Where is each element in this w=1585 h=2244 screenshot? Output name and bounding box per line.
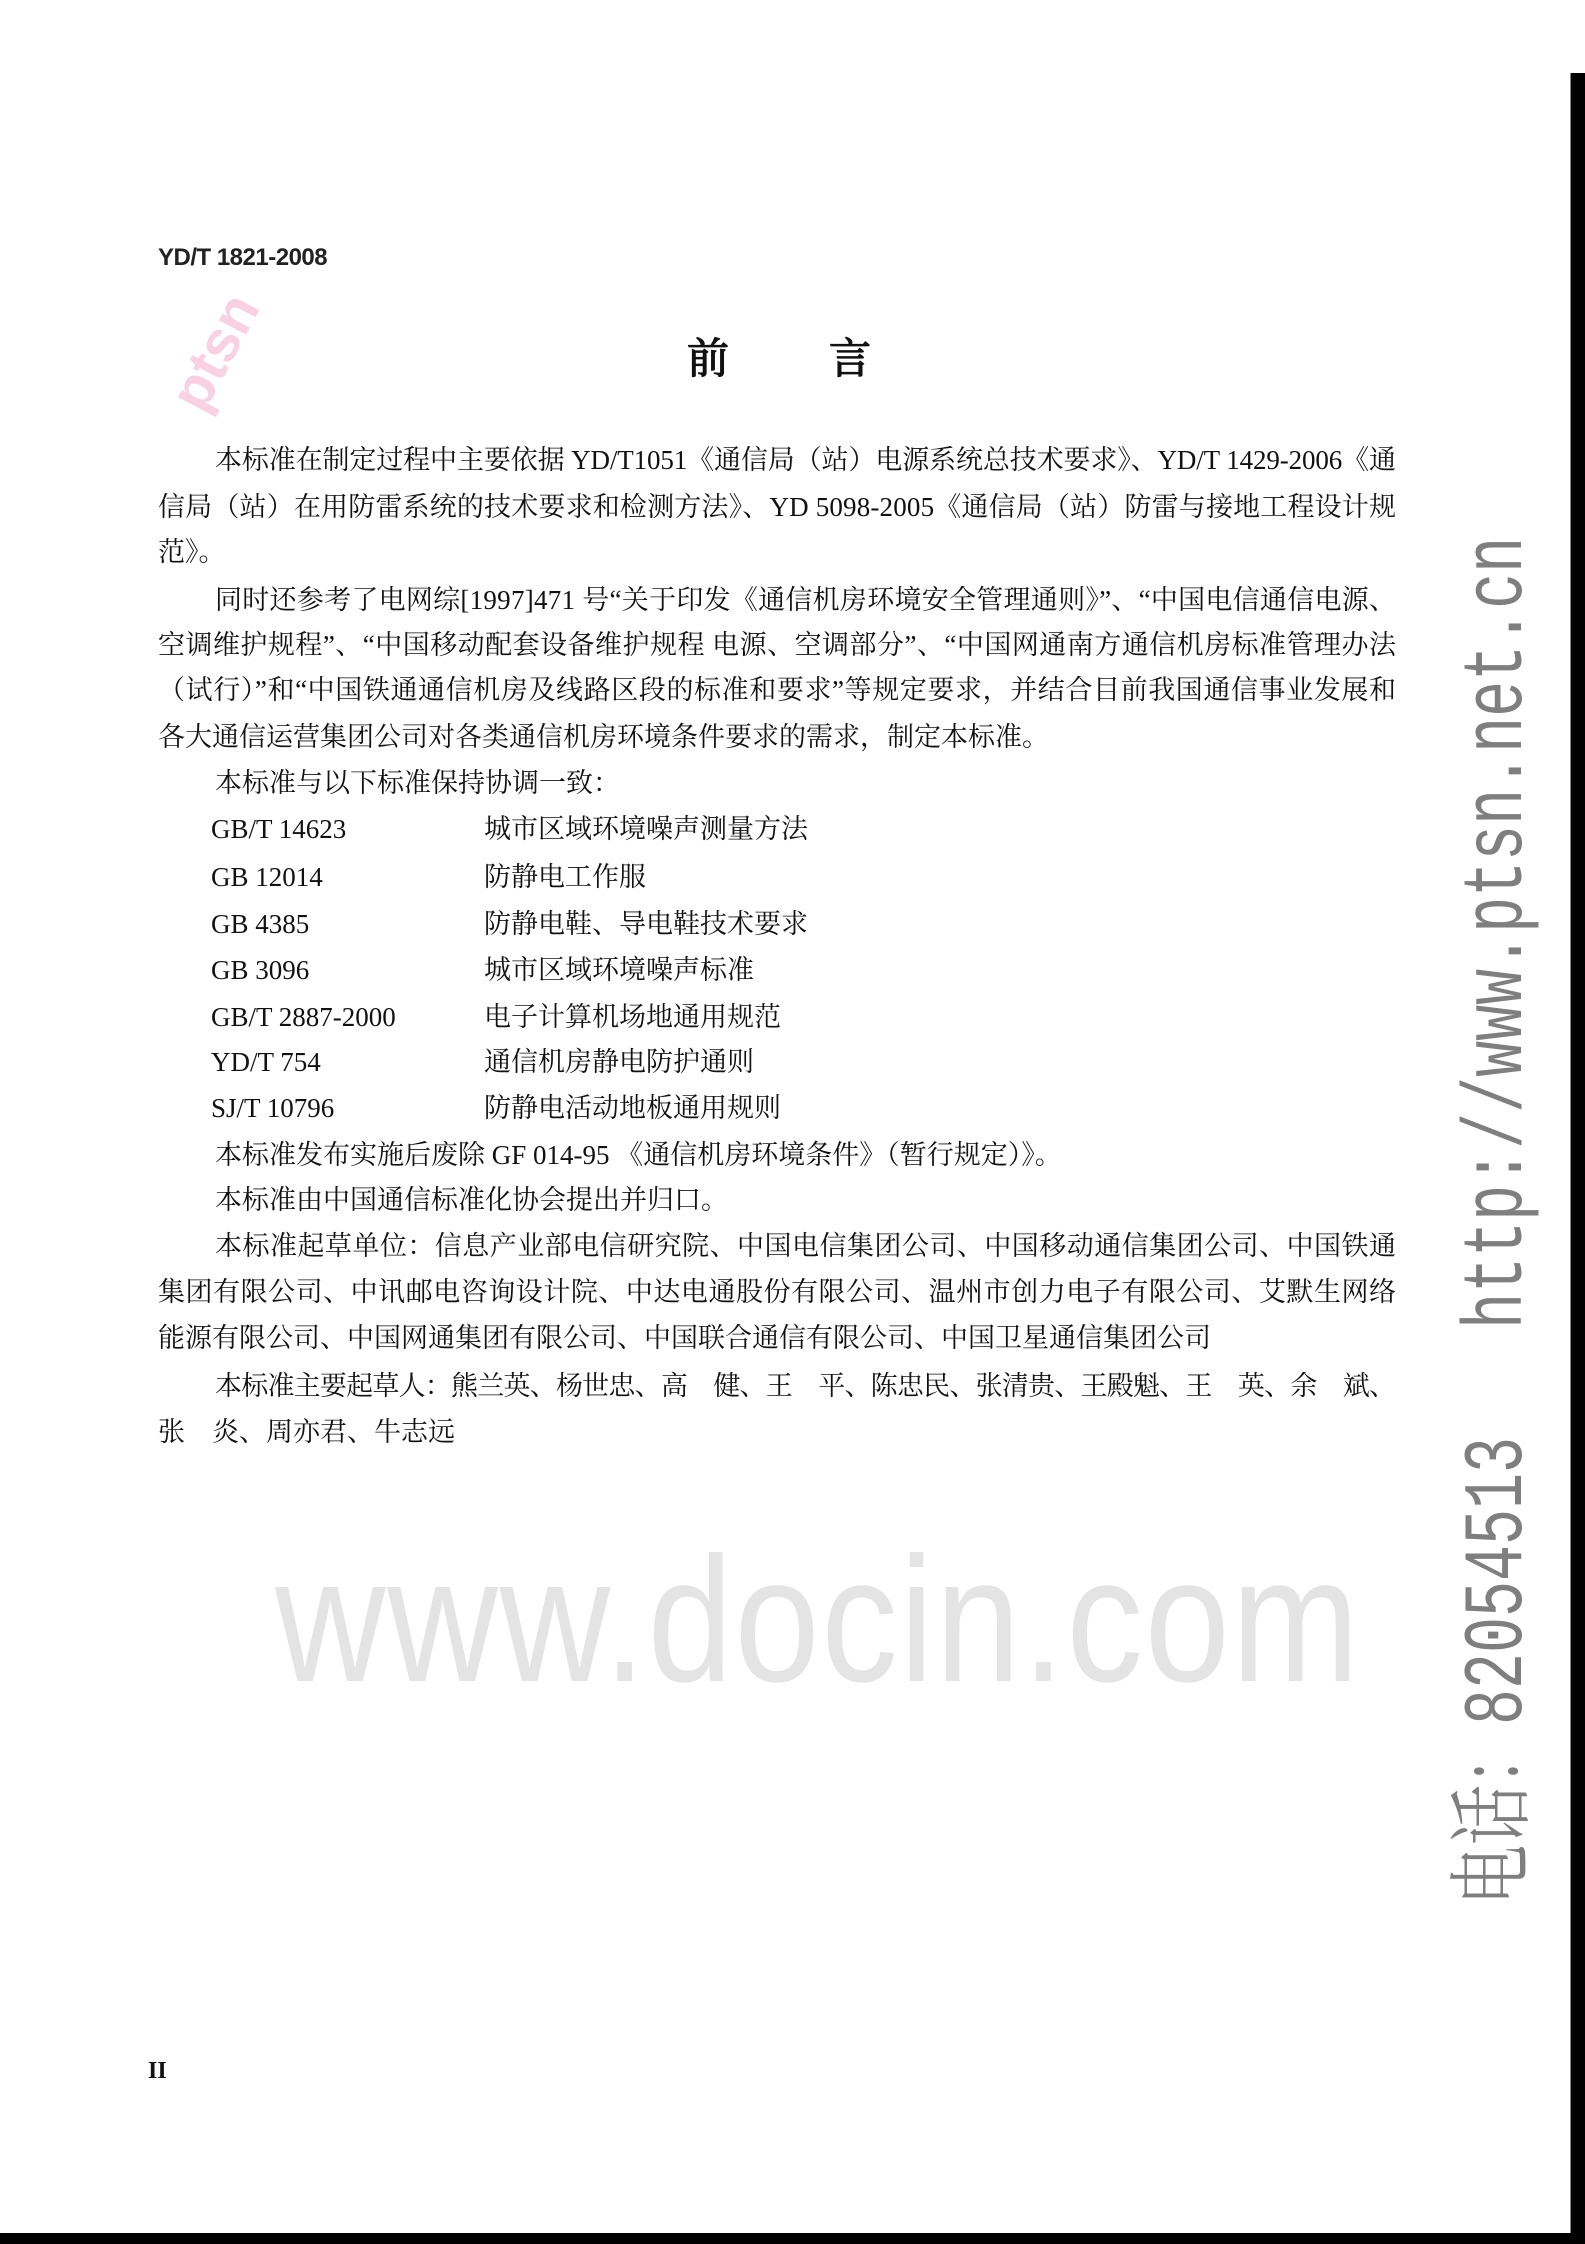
standard-code: SJ/T 10796 (211, 1093, 335, 1123)
standard-code-header: YD/T 1821-2008 (158, 244, 328, 271)
paragraph-line: 集团有限公司、中讯邮电咨询设计院、中达电通股份有限公司、温州市创力电子有限公司、艾默生网络 (158, 1277, 1397, 1307)
standard-code: GB 4385 (211, 909, 310, 939)
standard-code: GB/T 2887-2000 (211, 1002, 396, 1032)
paragraph-line: 本标准发布实施后废除 GF 014-95 《通信机房环境条件》（暂行规定）》。 (215, 1140, 1062, 1170)
paragraph-line: 信局（站）在用防雷系统的技术要求和检测方法》、YD 5098-2005《通信局（站）防雷与接地工程设计规 (158, 492, 1397, 522)
standard-name: 城市区域环境噪声标准 (484, 955, 754, 985)
page-title-char-2: 言 (828, 337, 871, 383)
standard-name: 防静电工作服 (484, 862, 646, 892)
standard-code: YD/T 754 (211, 1047, 321, 1077)
standard-code: GB 12014 (211, 862, 323, 892)
paragraph-line: 本标准主要起草人：熊兰英、杨世忠、高 健、王 平、陈忠民、张清贵、王殿魁、王 英、余 斌、 (215, 1371, 1396, 1401)
standard-code: GB/T 14623 (211, 814, 347, 844)
page-number: II (148, 2058, 167, 2084)
paragraph-line: 张 炎、周亦君、牛志远 (158, 1417, 455, 1447)
standard-name: 电子计算机场地通用规范 (484, 1002, 781, 1032)
paragraph-line: 空调维护规程”、“中国移动配套设备维护规程 电源、空调部分”、“中国网通南方通信机房标准管理办法 (158, 630, 1397, 660)
page-title-char-1: 前 (686, 337, 729, 383)
paragraph-line: 本标准与以下标准保持协调一致： (215, 768, 620, 798)
scan-border-bottom (0, 2233, 1585, 2244)
ptsn-logo-watermark: ptsn (157, 282, 273, 422)
standard-name: 通信机房静电防护通则 (484, 1047, 754, 1077)
standard-name: 防静电活动地板通用规则 (484, 1093, 781, 1123)
paragraph-line: 本标准起草单位：信息产业部电信研究院、中国电信集团公司、中国移动通信集团公司、中国铁通 (215, 1231, 1397, 1261)
paragraph-line: （试行）”和“中国铁通通信机房及线路区段的标准和要求”等规定要求，并结合目前我国通信事业发展和 (158, 675, 1397, 705)
standard-name: 防静电鞋、导电鞋技术要求 (484, 909, 808, 939)
paragraph-line: 能源有限公司、中国网通集团有限公司、中国联合通信有限公司、中国卫星通信集团公司 (158, 1323, 1211, 1353)
paragraph-line: 本标准由中国通信标准化协会提出并归口。 (215, 1185, 728, 1215)
side-contact-watermark: 电话：82054513 http://www.ptsn.net.cn (1452, 536, 1548, 1905)
paragraph-line: 范》。 (158, 537, 226, 567)
scan-border-right (1570, 73, 1585, 2244)
paragraph-line: 各大通信运营集团公司对各类通信机房环境条件要求的需求，制定本标准。 (158, 722, 1049, 752)
paragraph-line: 同时还参考了电网综[1997]471 号“关于印发《通信机房环境安全管理通则》”、“中国电信通信电源、 (215, 585, 1397, 615)
docin-watermark: www.docin.com (275, 1520, 1361, 1719)
standard-code: GB 3096 (211, 955, 310, 985)
standard-name: 城市区域环境噪声测量方法 (484, 814, 808, 844)
paragraph-line: 本标准在制定过程中主要依据 YD/T1051《通信局（站）电源系统总技术要求》、YD/T 1429-2006《通 (215, 445, 1396, 475)
